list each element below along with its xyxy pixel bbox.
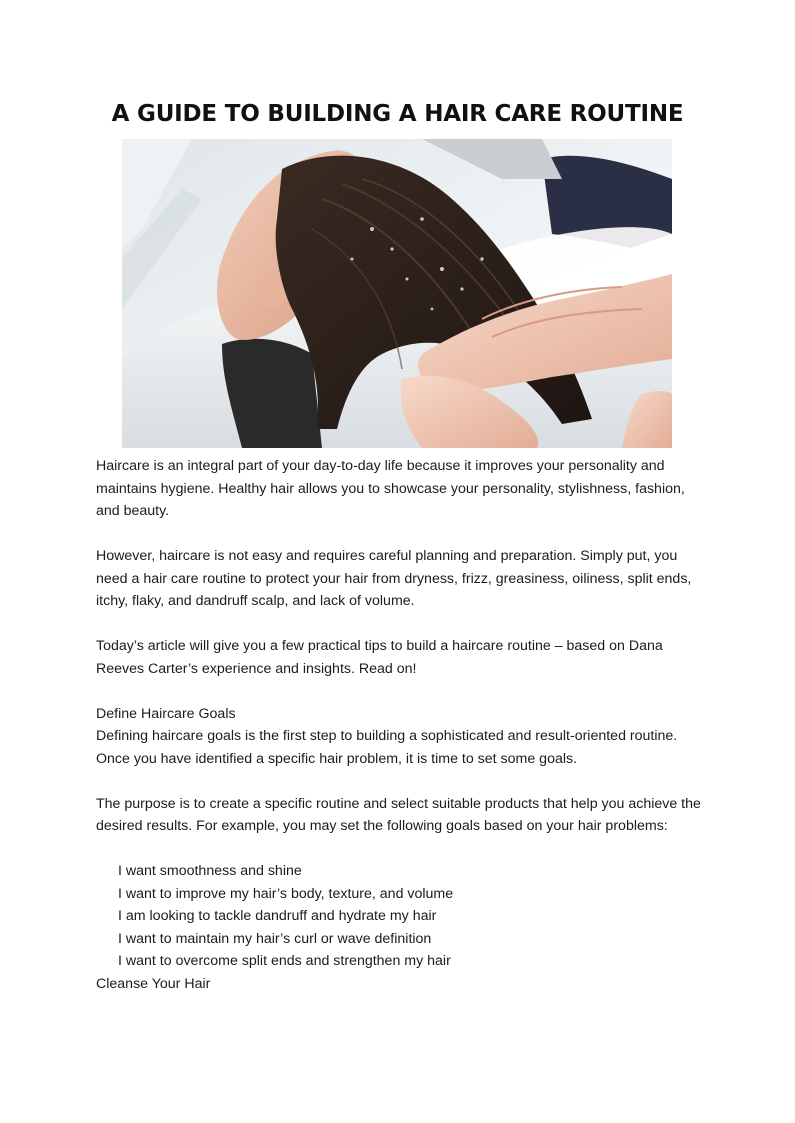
todays-article-paragraph: Today’s article will give you a few practical tips to build a haircare routine – based on Dana Reeves Carter’s experience and insights. Read on!: [96, 638, 663, 677]
define-goals-heading: Define Haircare Goals: [96, 705, 236, 722]
define-goals-paragraph: Defining haircare goals is the first step to building a sophisticated and result-oriented routine. Once you have identified a specific hair problem, it is time to set some goals.: [96, 728, 678, 767]
goal-item: I want to maintain my hair’s curl or wave definition: [118, 930, 432, 947]
however-paragraph: However, haircare is not easy and requires careful planning and preparation. Simply put, you need a hair care routine to protect your hair from dryness, frizz, greasiness, oiliness, split ends, itchy, flaky, and dandruff scalp, and lack of volume.: [96, 548, 692, 609]
goal-item: I am looking to tackle dandruff and hydrate my hair: [118, 908, 437, 924]
cleanse-hair-heading: Cleanse Your Hair: [96, 975, 211, 992]
goal-item: I want smoothness and shine: [118, 863, 302, 879]
goal-item: I want to improve my hair’s body, texture, and volume: [118, 885, 454, 902]
intro-paragraph: Haircare is an integral part of your day-to-day life because it improves your personality and maintains hygiene. Healthy hair allows you to showcase your personality, stylishness, fashion, and beauty.: [96, 458, 685, 519]
page-title: A GUIDE TO BUILDING A HAIR CARE ROUTINE: [111, 101, 684, 127]
hair-washing-photo: [122, 139, 672, 448]
photo-illustration: [122, 139, 672, 448]
goals-list: [96, 860, 706, 973]
goal-item: I want to overcome split ends and strengthen my hair: [118, 953, 451, 969]
article-body: [96, 455, 706, 995]
purpose-paragraph: The purpose is to create a specific routine and select suitable products that help you achieve the desired results. For example, you may set the following goals based on your hair problems:: [96, 795, 701, 834]
